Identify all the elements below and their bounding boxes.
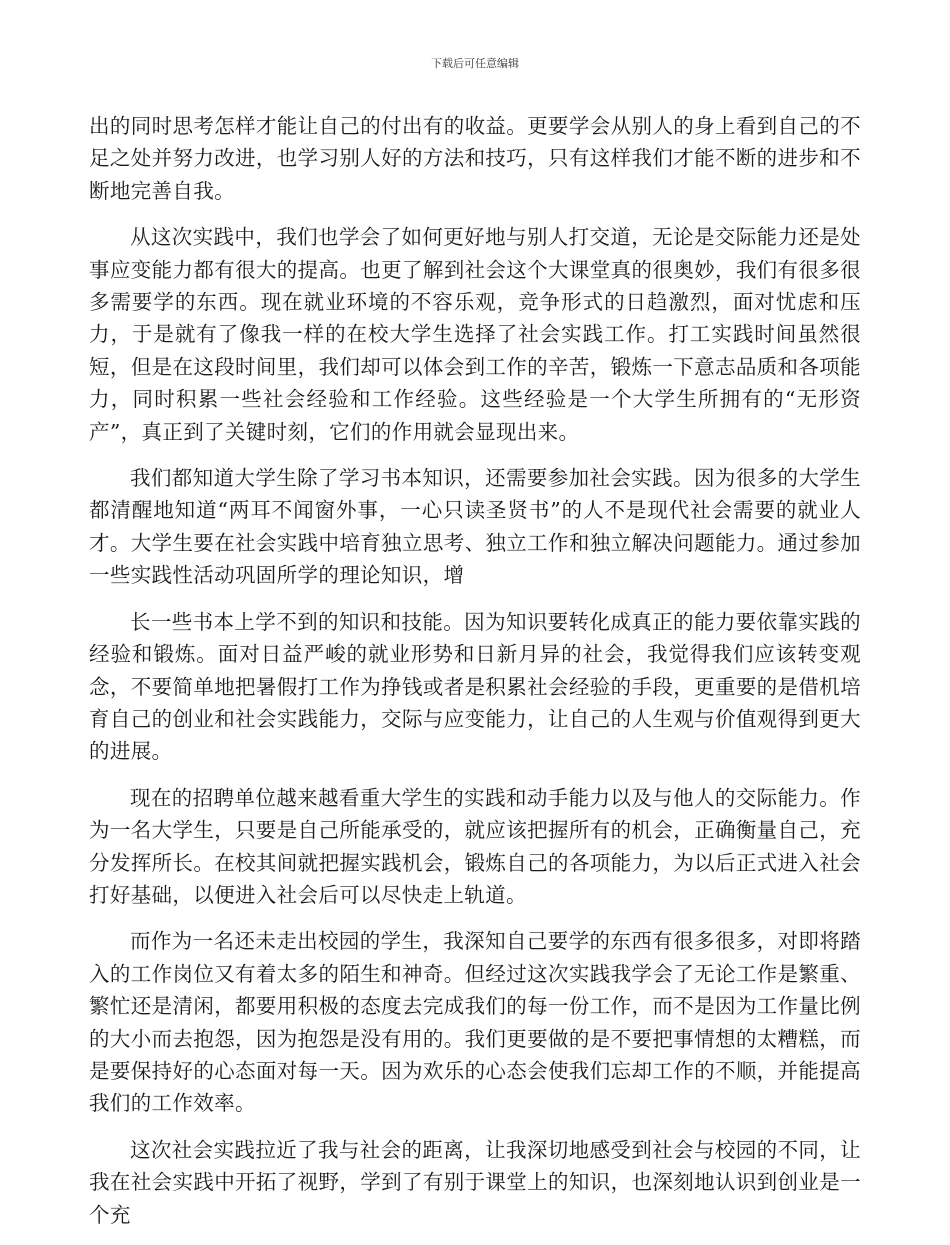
paragraph-5: 现在的招聘单位越来越看重大学生的实践和动手能力以及与他人的交际能力。作为一名大学生，只要是自己所能承受的，就应该把握所有的机会，正确衡量自己，充分发挥所长。在校其间就把握实践机会，锻炼自己的各项能力，为以后正式进入社会打好基础，以便进入社会后可以尽快走上轨道。 [89, 785, 861, 907]
paragraph-7: 这次社会实践拉近了我与社会的距离，让我深切地感受到社会与校园的不同，让我在社会实践中开拓了视野，学到了有别于课堂上的知识，也深刻地认识到创业是一个充 [89, 1137, 861, 1227]
paragraph-6: 而作为一名还未走出校园的学生，我深知自己要学的东西有很多很多，对即将踏入的工作岗位又有着太多的陌生和神奇。但经过这次实践我学会了无论工作是繁重、繁忙还是清闲，都要用积极的态度去完成我们的每一份工作，而不是因为工作量比例的大小而去抱怨，因为抱怨是没有用的。我们更要做的是不要把事情想的太糟糕，而是要保持好的心态面对每一天。因为欢乐的心态会使我们忘却工作的不顺，并能提高我们的工作效率。 [89, 929, 861, 1116]
page-header: 下载后可任意编辑 [431, 57, 519, 70]
paragraph-2: 从这次实践中，我们也学会了如何更好地与别人打交道，无论是交际能力还是处事应变能力都有很大的提高。也更了解到社会这个大课堂真的很奥妙，我们有很多很多需要学的东西。现在就业环境的不容乐观，竞争形式的日趋激烈，面对忧虑和压力，于是就有了像我一样的在校大学生选择了社会实践工作。打工实践时间虽然很短，但是在这段时间里，我们却可以体会到工作的辛苦，锻炼一下意志品质和各项能力，同时积累一些社会经验和工作经验。这些经验是一个大学生所拥有的“无形资产”，真正到了关键时刻，它们的作用就会显现出来。 [89, 225, 861, 444]
paragraph-3: 我们都知道大学生除了学习书本知识，还需要参加社会实践。因为很多的大学生都清醒地知道“两耳不闻窗外事，一心只读圣贤书”的人不是现代社会需要的就业人才。大学生要在社会实践中培育独立思考、独立工作和独立解决问题能力。通过参加一些实践性活动巩固所学的理论知识，增 [89, 466, 861, 588]
paragraph-4: 长一些书本上学不到的知识和技能。因为知识要转化成真正的能力要依靠实践的经验和锻炼。面对日益严峻的就业形势和日新月异的社会，我觉得我们应该转变观念，不要简单地把暑假打工作为挣钱或者是积累社会经验的手段，更重要的是借机培育自己的创业和社会实践能力，交际与应变能力，让自己的人生观与价值观得到更大的进展。 [89, 609, 861, 764]
paragraph-1: 出的同时思考怎样才能让自己的付出有的收益。更要学会从别人的身上看到自己的不足之处并努力改进，也学习别人好的方法和技巧，只有这样我们才能不断的进步和不断地完善自我。 [89, 114, 861, 203]
document-body [89, 110, 861, 1245]
